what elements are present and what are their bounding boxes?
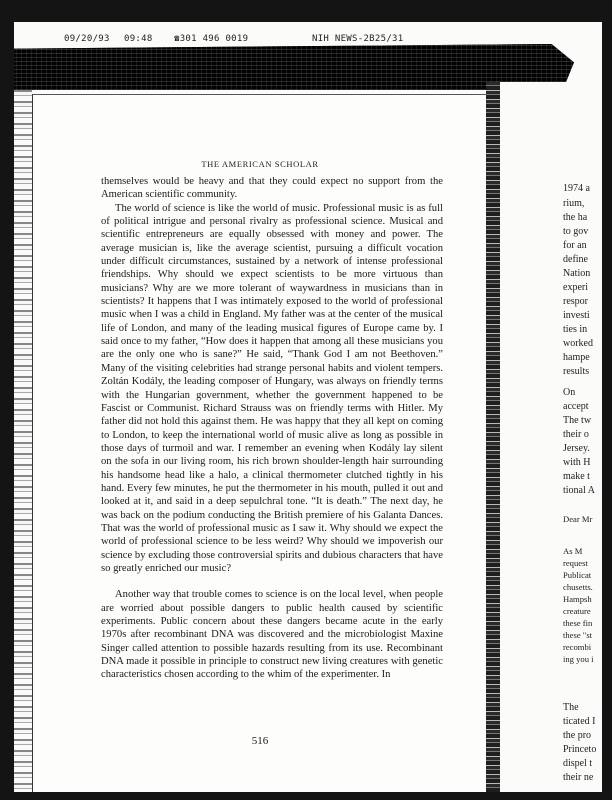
fragment-line: ticated I [563,716,596,727]
fragment-line: results [563,366,590,377]
fragment-line: The tw [563,415,592,426]
fragment-line: worked [563,338,593,349]
fragment-line: recombi [563,642,592,652]
article-body [101,175,443,682]
fragment-line: with H [563,457,591,468]
fragment-line: their ne [563,772,594,783]
fragment-line: creature [563,606,591,616]
paragraph: themselves would be heavy and that they could expect no support from the American scientific community. [101,176,443,201]
fragment-line: tional A [563,485,595,496]
fragment-line: for an [563,240,587,251]
fragment-line: rium, [563,198,585,209]
fragment-line: these "st [563,630,593,640]
fragment-line: On [563,387,576,398]
fragment-line: dispel t [563,758,593,769]
fragment-line: Hampsh [563,594,592,604]
fax-page [14,22,602,792]
fax-sender: NIH NEWS-2B25/31 [312,34,404,44]
fragment-line: The [563,702,579,713]
fragment-line: respor [563,296,588,307]
fragment-line: chusetts. [563,582,593,592]
fragment-line: define [563,254,588,265]
scan-noise-edge [14,90,32,790]
fragment-line: Nation [563,268,591,279]
fragment-line: Jersey. [563,443,590,454]
fragment-line: experi [563,282,588,293]
fax-phone: ☎301 496 0019 [174,34,249,44]
fragment-line: make t [563,471,590,482]
paragraph: The world of science is like the world of music. Professional music is as full of political intrigue and personal rivalry as professional science. Musical and scientific entrepreneurs are equally obsessed with money and power. The average musician is, like the average scientist, pursuing a difficult vocation under difficult circumstances, sustained by a network of intense professional friendships. Why should we expect scientists to be more virtuous than musicians? Why are we more tolerant of waywardness in musicians than in scientists? It happens that I was intimately exposed to the world of professional music when I was a child in England. My father was at the center of the musical life of London, and many of the leading musical figures of Europe came by. I said once to my father, “How does it happen that among all these musicians you are the only one who is sane?” He said, “Thank God I am not Beethoven.” Many of the visiting celebrities had strange personal habits and violent tempers. Zoltán Kodály, the leading composer of Hungary, was always on friendly terms with the Hungarian government, whether the government happened to be Fascist or Communist. Richard Strauss was on friendly terms with Hitler. My father did not hold this against them. He was happy that they all kept on coming to London, to keep the international world of music alive as long as possible in those days of turmoil and war. I remember an evening when Kodály lay silent on the sofa in our living room, his rich brown shoulder-length hair surrounding his handsome head like a halo, a clinical thermometer clutched tightly in his hand. Every few minutes, he put the thermometer in his mouth, pulled it out and looked at it, and said in a deep sepulchral tone. “It is death.” The next day, he was back on the podium conducting the British premiere of his Galanta Dances. That was the world of professional music as I saw it. Why should we expect the world of professional science to be less weird? Why should we impoverish our science by excluding those controversial spirits and dubious characters that have so greatly enriched our music? [101,202,443,574]
running-head: THE AMERICAN SCHOLAR [201,159,319,169]
fragment-line: request [563,558,588,568]
fragment-line: accept [563,401,589,412]
fragment-line: 1974 a [563,183,590,194]
fragment-line: hampe [563,352,590,363]
fragment-line: ties in [563,324,588,335]
fax-time: 09:48 [124,34,153,44]
fragment-line: Princeto [563,744,597,755]
fragment-line: investi [563,310,590,321]
fax-date: 09/20/93 [64,34,110,44]
page-number: 516 [251,735,269,747]
fragment-line: ing you i [563,654,594,664]
fragment-line: Dear Mr [563,514,593,524]
fragment-line: the pro [563,730,592,741]
fragment-line: these fin [563,618,593,628]
adjacent-page-fragment [500,82,602,792]
fragment-line: As M [563,546,583,556]
fragment-line: the ha [563,212,588,223]
fragment-line: Publicat [563,570,592,580]
fragment-line: to gov [563,226,589,237]
paragraph: Another way that trouble comes to science is on the local level, when people are worried about possible dangers to public health caused by scientific experiments. Public concern about these dangers became acute in the early 1970s after recombinant DNA was discovered and the microbiologist Maxine Singer called attention to possible hazards resulting from its use. Recombinant DNA made it possible in principle to construct new living creatures with genetic characteristics chosen according to the whim of the experimenter. In [101,589,443,681]
article-page [32,94,487,792]
page-overlap-edge [486,82,500,792]
fragment-line: their o [563,429,589,440]
